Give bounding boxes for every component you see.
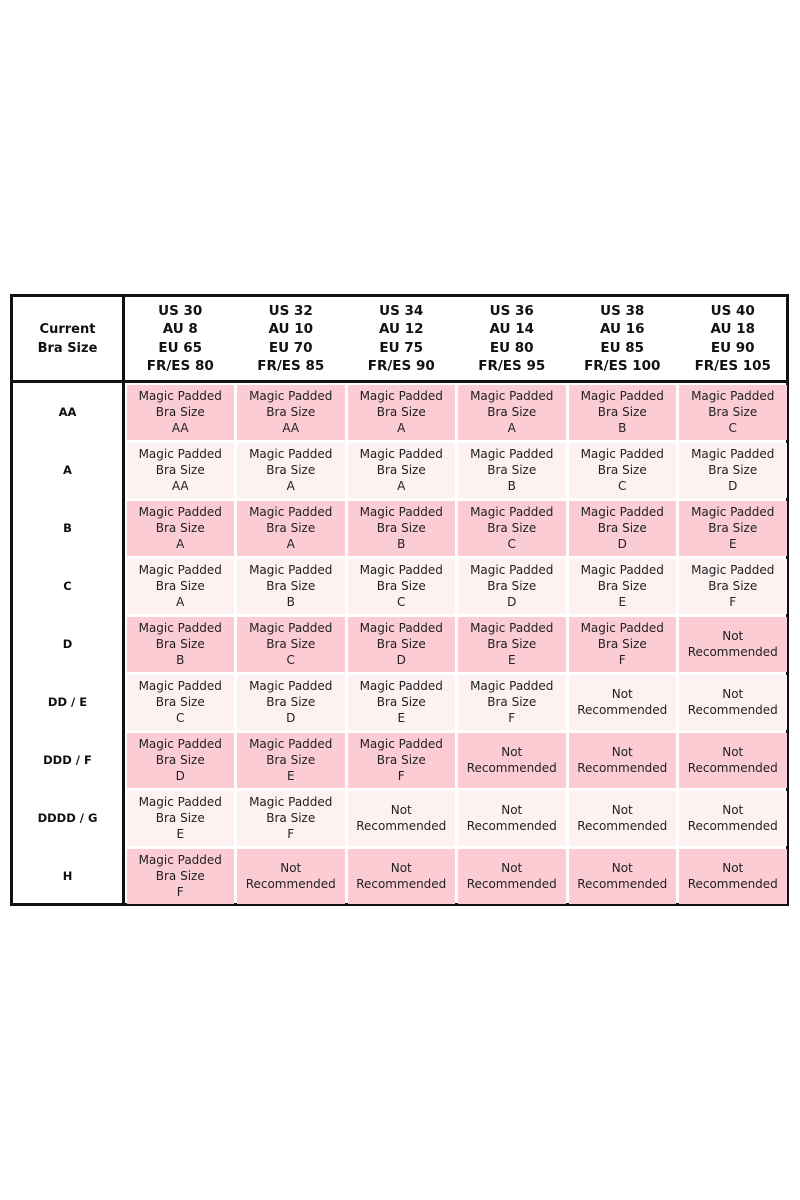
table-row	[13, 383, 786, 441]
not-recommended-cell	[458, 791, 566, 846]
column-header-us: US 30	[158, 302, 203, 319]
row-label: DDD / F	[13, 731, 125, 789]
cell-line-1: Not	[722, 687, 744, 701]
cell-size: E	[507, 653, 516, 667]
cell-line-2: Recommended	[687, 819, 778, 833]
recommended-size-cell	[348, 675, 456, 730]
table-row	[13, 789, 786, 847]
table-row	[13, 673, 786, 731]
cell-line-1: Magic Padded	[580, 447, 664, 461]
recommended-size-cell	[127, 617, 235, 672]
not-recommended-cell	[458, 733, 566, 788]
cell-size: F	[176, 885, 184, 899]
cell-line-2: Recommended	[687, 645, 778, 659]
cell-line-1: Magic Padded	[580, 621, 664, 635]
not-recommended-cell	[569, 675, 677, 730]
column-header-au: AU 18	[710, 321, 755, 337]
cell-size: B	[507, 479, 516, 493]
cell-line-1: Not	[280, 861, 302, 875]
cell-line-2: Bra Size	[155, 637, 205, 651]
cell-size: A	[507, 421, 516, 435]
corner-label: Current Bra Size	[13, 297, 125, 380]
not-recommended-cell	[679, 791, 787, 846]
recommended-size-cell	[237, 385, 345, 440]
not-recommended-cell	[679, 675, 787, 730]
cell-line-2: Bra Size	[708, 405, 758, 419]
cell-line-1: Magic Padded	[580, 563, 664, 577]
recommended-size-cell	[237, 791, 345, 846]
cell-line-2: Bra Size	[376, 695, 426, 709]
cell-size: D	[728, 479, 738, 493]
table-row	[13, 499, 786, 557]
row-label: AA	[13, 383, 125, 441]
column-header-eu: EU 90	[710, 339, 755, 356]
row-label: D	[13, 615, 125, 673]
column-header-us: US 34	[379, 302, 424, 319]
table-row	[13, 731, 786, 789]
cell-line-2: Bra Size	[487, 521, 537, 535]
cell-line-2: Bra Size	[266, 579, 316, 593]
recommended-size-cell	[458, 559, 566, 614]
cell-line-1: Magic Padded	[580, 505, 664, 519]
column-header-us: US 40	[710, 302, 755, 319]
recommended-size-cell	[569, 443, 677, 498]
cell-line-2: Bra Size	[708, 521, 758, 535]
cell-line-1: Magic Padded	[138, 447, 222, 461]
recommended-size-cell	[127, 675, 235, 730]
recommended-size-cell	[679, 385, 787, 440]
cell-size: B	[397, 537, 406, 551]
cell-line-2: Bra Size	[597, 637, 647, 651]
cell-size: A	[176, 595, 185, 609]
recommended-size-cell	[237, 443, 345, 498]
cell-line-2: Recommended	[687, 761, 778, 775]
row-label: A	[13, 441, 125, 499]
cell-line-1: Magic Padded	[691, 563, 775, 577]
cell-line-2: Bra Size	[708, 579, 758, 593]
recommended-size-cell	[348, 733, 456, 788]
cell-line-1: Not	[722, 745, 744, 759]
cell-size: C	[176, 711, 185, 725]
not-recommended-cell	[679, 617, 787, 672]
cell-line-2: Bra Size	[155, 463, 205, 477]
cell-line-1: Magic Padded	[359, 679, 443, 693]
cell-line-2: Bra Size	[376, 637, 426, 651]
cell-line-1: Magic Padded	[249, 563, 333, 577]
cell-size: F	[618, 653, 626, 667]
recommended-size-cell	[237, 617, 345, 672]
cell-line-2: Bra Size	[597, 579, 647, 593]
cell-line-1: Not	[611, 687, 633, 701]
not-recommended-cell	[348, 849, 456, 904]
cell-line-2: Bra Size	[376, 405, 426, 419]
column-header-au: AU 16	[600, 321, 645, 337]
cell-line-1: Magic Padded	[138, 563, 222, 577]
column-header	[567, 297, 678, 380]
cell-line-1: Magic Padded	[470, 389, 554, 403]
cell-line-2: Bra Size	[376, 579, 426, 593]
cell-line-1: Magic Padded	[359, 737, 443, 751]
cell-line-1: Not	[611, 803, 633, 817]
cell-line-2: Bra Size	[376, 753, 426, 767]
cell-line-1: Magic Padded	[691, 447, 775, 461]
column-header-eu: EU 75	[379, 339, 424, 356]
recommended-size-cell	[679, 443, 787, 498]
cell-line-2: Bra Size	[597, 521, 647, 535]
cell-line-2: Bra Size	[155, 405, 205, 419]
cell-size: B	[286, 595, 295, 609]
row-label: B	[13, 499, 125, 557]
cell-line-1: Magic Padded	[691, 505, 775, 519]
cell-line-1: Magic Padded	[138, 389, 222, 403]
cell-line-2: Bra Size	[155, 869, 205, 883]
cell-line-1: Magic Padded	[470, 563, 554, 577]
cell-size: A	[397, 421, 406, 435]
cell-line-1: Magic Padded	[249, 505, 333, 519]
cell-line-1: Not	[722, 803, 744, 817]
cell-size: A	[176, 537, 185, 551]
column-header-eu: EU 85	[600, 339, 645, 356]
cell-line-1: Magic Padded	[691, 389, 775, 403]
not-recommended-cell	[679, 849, 787, 904]
recommended-size-cell	[127, 443, 235, 498]
row-label: C	[13, 557, 125, 615]
cell-line-1: Magic Padded	[470, 679, 554, 693]
recommended-size-cell	[127, 385, 235, 440]
recommended-size-cell	[569, 501, 677, 556]
cell-line-1: Magic Padded	[138, 621, 222, 635]
cell-size: B	[618, 421, 627, 435]
header-row	[13, 297, 786, 383]
cell-line-1: Magic Padded	[580, 389, 664, 403]
recommended-size-cell	[237, 675, 345, 730]
cell-line-1: Magic Padded	[138, 853, 222, 867]
cell-line-2: Recommended	[356, 819, 447, 833]
column-header	[678, 297, 789, 380]
cell-line-2: Recommended	[577, 877, 668, 891]
cell-size: A	[286, 479, 295, 493]
column-header	[457, 297, 568, 380]
cell-line-2: Recommended	[577, 703, 668, 717]
cell-line-2: Recommended	[245, 877, 336, 891]
cell-line-1: Magic Padded	[470, 621, 554, 635]
cell-size: F	[729, 595, 737, 609]
cell-size: AA	[171, 479, 189, 493]
not-recommended-cell	[679, 733, 787, 788]
table-row	[13, 557, 786, 615]
cell-line-2: Bra Size	[266, 405, 316, 419]
column-header-eu: EU 65	[158, 339, 203, 356]
cell-line-2: Bra Size	[266, 463, 316, 477]
recommended-size-cell	[127, 501, 235, 556]
cell-size: E	[286, 769, 295, 783]
column-header-au: AU 12	[379, 321, 424, 337]
column-header-fr: FR/ES 85	[257, 358, 325, 374]
cell-line-1: Not	[722, 861, 744, 875]
cell-line-1: Magic Padded	[470, 505, 554, 519]
cell-line-2: Recommended	[466, 877, 557, 891]
cell-line-1: Magic Padded	[249, 447, 333, 461]
recommended-size-cell	[569, 617, 677, 672]
cell-size: D	[175, 769, 185, 783]
cell-line-1: Magic Padded	[249, 679, 333, 693]
cell-line-2: Bra Size	[155, 521, 205, 535]
cell-size: C	[728, 421, 737, 435]
cell-line-1: Magic Padded	[249, 737, 333, 751]
cell-line-1: Magic Padded	[249, 795, 333, 809]
cell-line-2: Bra Size	[597, 405, 647, 419]
cell-size: E	[618, 595, 627, 609]
recommended-size-cell	[458, 675, 566, 730]
column-header	[346, 297, 457, 380]
cell-line-2: Recommended	[687, 703, 778, 717]
recommended-size-cell	[348, 501, 456, 556]
column-header-us: US 38	[600, 302, 645, 319]
column-header-eu: EU 80	[489, 339, 534, 356]
recommended-size-cell	[348, 559, 456, 614]
recommended-size-cell	[569, 559, 677, 614]
column-header-fr: FR/ES 95	[478, 358, 546, 374]
cell-size: D	[396, 653, 406, 667]
cell-line-2: Bra Size	[155, 811, 205, 825]
cell-line-2: Bra Size	[376, 521, 426, 535]
recommended-size-cell	[458, 443, 566, 498]
not-recommended-cell	[348, 791, 456, 846]
not-recommended-cell	[569, 733, 677, 788]
table-row	[13, 615, 786, 673]
not-recommended-cell	[458, 849, 566, 904]
cell-line-2: Recommended	[687, 877, 778, 891]
cell-size: B	[176, 653, 185, 667]
cell-line-2: Bra Size	[266, 753, 316, 767]
cell-size: A	[397, 479, 406, 493]
column-header-eu: EU 70	[268, 339, 313, 356]
row-label: DDDD / G	[13, 789, 125, 847]
cell-line-1: Magic Padded	[359, 621, 443, 635]
recommended-size-cell	[348, 443, 456, 498]
column-header	[125, 297, 236, 380]
recommended-size-cell	[679, 559, 787, 614]
recommended-size-cell	[127, 559, 235, 614]
recommended-size-cell	[679, 501, 787, 556]
column-header-fr: FR/ES 105	[694, 358, 771, 374]
not-recommended-cell	[569, 849, 677, 904]
cell-size: C	[618, 479, 627, 493]
recommended-size-cell	[458, 617, 566, 672]
cell-size: E	[176, 827, 185, 841]
column-header-fr: FR/ES 90	[367, 358, 435, 374]
recommended-size-cell	[569, 385, 677, 440]
recommended-size-cell	[127, 849, 235, 904]
table-row	[13, 441, 786, 499]
cell-line-1: Magic Padded	[138, 679, 222, 693]
cell-size: AA	[171, 421, 189, 435]
cell-size: A	[286, 537, 295, 551]
cell-line-1: Not	[390, 803, 412, 817]
cell-size: E	[728, 537, 737, 551]
cell-size: F	[287, 827, 295, 841]
cell-line-2: Bra Size	[708, 463, 758, 477]
cell-size: C	[286, 653, 295, 667]
column-header-fr: FR/ES 80	[146, 358, 214, 374]
column-header-fr: FR/ES 100	[584, 358, 661, 374]
cell-line-2: Bra Size	[487, 405, 537, 419]
cell-line-1: Not	[611, 745, 633, 759]
recommended-size-cell	[127, 791, 235, 846]
cell-line-1: Not	[501, 803, 523, 817]
cell-line-2: Recommended	[466, 761, 557, 775]
cell-line-1: Not	[722, 629, 744, 643]
cell-line-1: Magic Padded	[359, 563, 443, 577]
row-label: DD / E	[13, 673, 125, 731]
column-header	[236, 297, 347, 380]
not-recommended-cell	[237, 849, 345, 904]
cell-line-1: Magic Padded	[359, 389, 443, 403]
not-recommended-cell	[569, 791, 677, 846]
cell-line-2: Bra Size	[155, 753, 205, 767]
cell-size: C	[507, 537, 516, 551]
cell-line-2: Bra Size	[487, 637, 537, 651]
cell-line-1: Magic Padded	[138, 505, 222, 519]
column-header-au: AU 14	[489, 321, 534, 337]
recommended-size-cell	[237, 501, 345, 556]
cell-size: D	[286, 711, 296, 725]
recommended-size-cell	[458, 501, 566, 556]
cell-size: F	[508, 711, 516, 725]
cell-size: D	[617, 537, 627, 551]
cell-line-1: Magic Padded	[249, 621, 333, 635]
cell-size: C	[397, 595, 406, 609]
column-header-us: US 32	[268, 302, 313, 319]
cell-line-2: Bra Size	[487, 463, 537, 477]
cell-size: D	[507, 595, 517, 609]
cell-line-2: Bra Size	[597, 463, 647, 477]
cell-line-2: Bra Size	[487, 695, 537, 709]
column-header-au: AU 10	[268, 321, 313, 337]
cell-size: AA	[282, 421, 300, 435]
recommended-size-cell	[237, 559, 345, 614]
column-header-us: US 36	[489, 302, 534, 319]
cell-line-2: Recommended	[356, 877, 447, 891]
cell-line-1: Magic Padded	[249, 389, 333, 403]
cell-line-2: Bra Size	[266, 811, 316, 825]
row-label: H	[13, 847, 125, 905]
cell-size: F	[397, 769, 405, 783]
recommended-size-cell	[348, 385, 456, 440]
cell-line-1: Magic Padded	[359, 505, 443, 519]
cell-line-1: Not	[501, 745, 523, 759]
recommended-size-cell	[127, 733, 235, 788]
recommended-size-cell	[458, 385, 566, 440]
cell-line-1: Magic Padded	[359, 447, 443, 461]
cell-line-1: Not	[390, 861, 412, 875]
recommended-size-cell	[348, 617, 456, 672]
cell-line-1: Magic Padded	[138, 795, 222, 809]
cell-line-2: Bra Size	[266, 637, 316, 651]
cell-line-2: Recommended	[577, 819, 668, 833]
cell-line-2: Bra Size	[487, 579, 537, 593]
cell-line-2: Bra Size	[376, 463, 426, 477]
cell-line-1: Not	[501, 861, 523, 875]
cell-line-2: Bra Size	[155, 695, 205, 709]
cell-line-1: Magic Padded	[138, 737, 222, 751]
cell-size: E	[397, 711, 406, 725]
cell-line-1: Not	[611, 861, 633, 875]
column-header-au: AU 8	[162, 321, 198, 337]
cell-line-2: Bra Size	[266, 521, 316, 535]
table-row	[13, 847, 786, 905]
recommended-size-cell	[237, 733, 345, 788]
cell-line-2: Recommended	[466, 819, 557, 833]
cell-line-1: Magic Padded	[470, 447, 554, 461]
cell-line-2: Recommended	[577, 761, 668, 775]
cell-line-2: Bra Size	[155, 579, 205, 593]
size-chart-table	[10, 294, 789, 906]
cell-line-2: Bra Size	[266, 695, 316, 709]
